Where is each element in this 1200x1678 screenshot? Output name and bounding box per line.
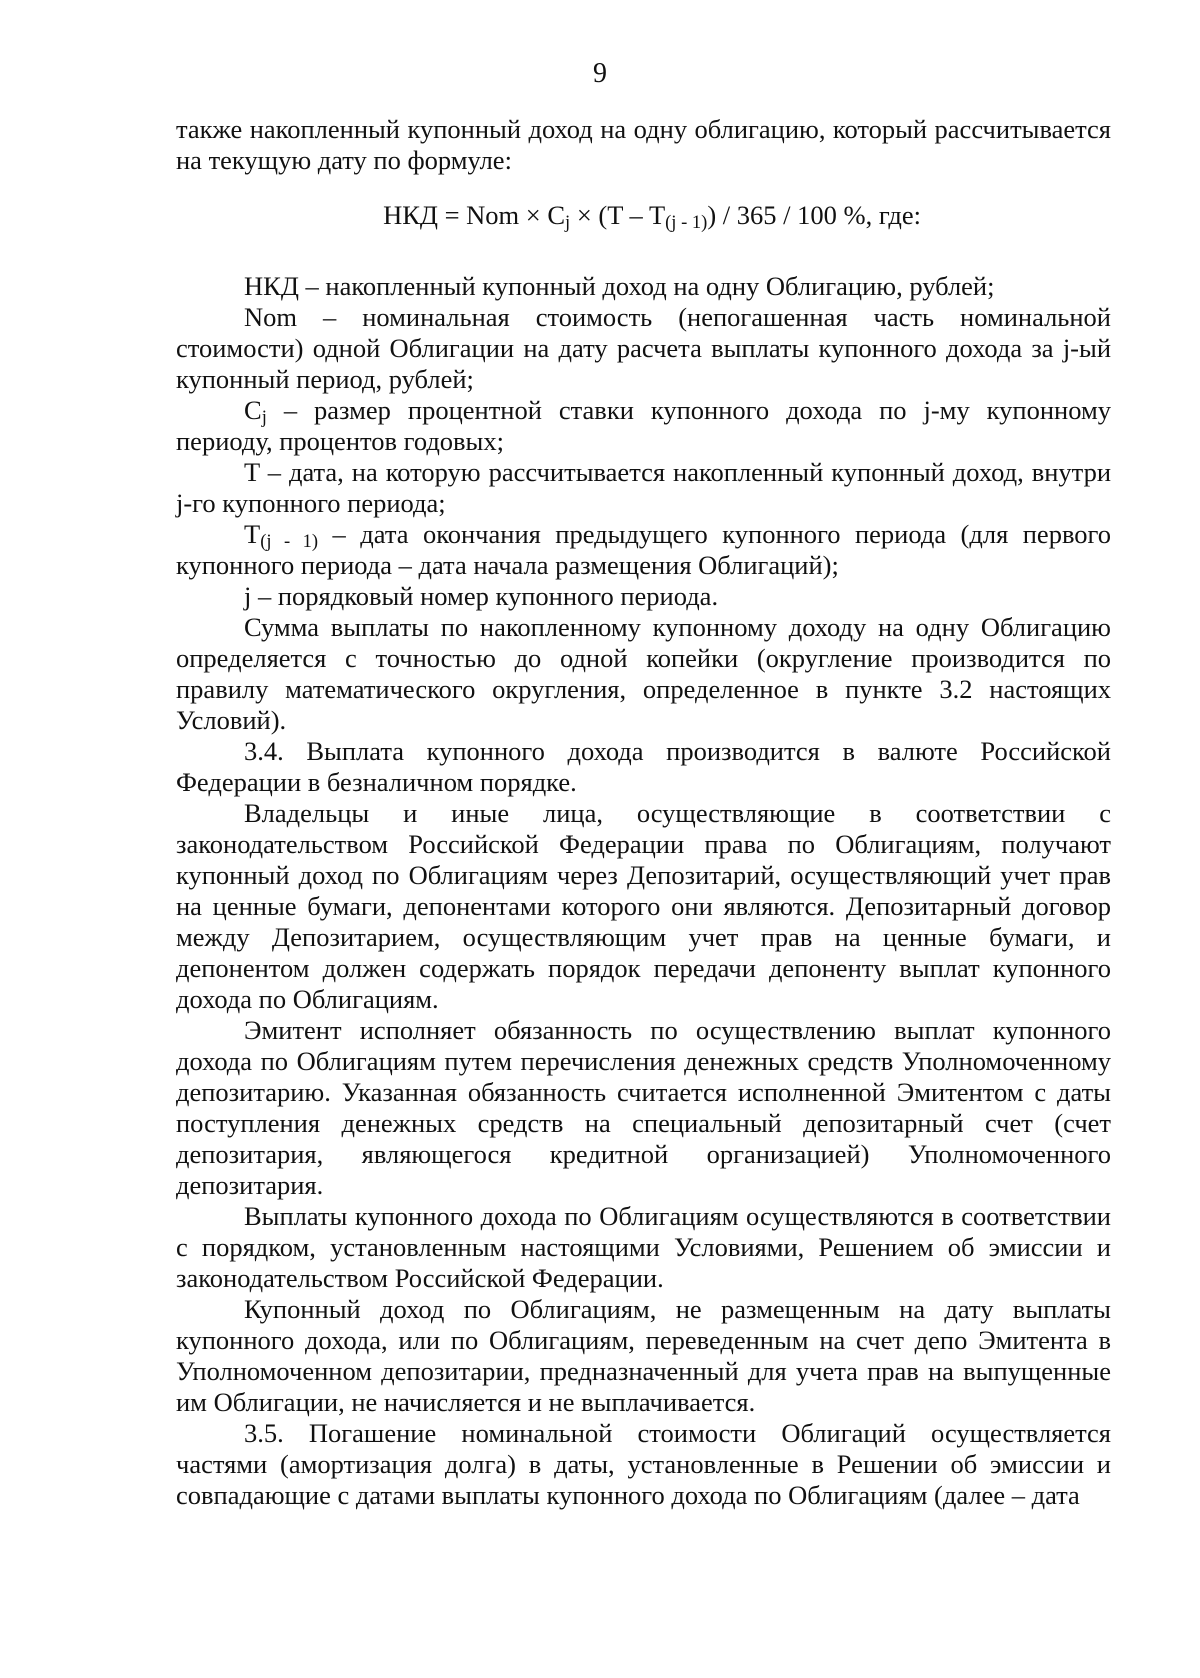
document-body xyxy=(176,114,1111,1511)
definition-t-prev xyxy=(176,519,1111,581)
paragraph-3-4: 3.4. Выплата купонного дохода производится в валюте Российской Федерации в безналичном порядке. xyxy=(176,736,1111,797)
page-number: 9 xyxy=(593,58,607,89)
definition-cj-symbol: C xyxy=(244,395,262,425)
definition-t-prev-text: – дата окончания предыдущего купонного периода (для первого купонного периода – дата начала размещения Облигаций); xyxy=(176,519,1111,580)
formula-sub-j: j xyxy=(565,212,571,233)
nkd-formula xyxy=(176,200,1111,231)
definition-t-prev-sub: (j - 1) xyxy=(260,531,319,552)
formula-rhs: ) / 365 / 100 %, где: xyxy=(707,200,921,230)
definition-t: T – дата, на которую рассчитывается накопленный купонный доход, внутри j-го купонного периода; xyxy=(176,457,1111,518)
paragraph-owners: Владельцы и иные лица, осуществляющие в соответствии с законодательством Российской Федерации права по Облигациям, получают купонный доход по Облигациям через Депозитарий, осуществляющий учет прав на ценные бумаги, депонентами которого они являются. Депозитарный договор между Депозитарием, осуществляющим учет прав на ценные бумаги, и депонентом должен содержать порядок передачи депоненту выплат купонного дохода по Облигациям. xyxy=(176,798,1111,1014)
formula-mid: × (T – T xyxy=(570,200,666,230)
definition-j: j – порядковый номер купонного периода. xyxy=(244,581,719,611)
paragraph-3-5: 3.5. Погашение номинальной стоимости Облигаций осуществляется частями (амортизация долга) в даты, установленные в Решении об эмиссии и совпадающие с датами выплаты купонного дохода по Облигациям (далее – дата xyxy=(176,1418,1111,1510)
paragraph-issuer: Эмитент исполняет обязанность по осуществлению выплат купонного дохода по Облигациям путем перечисления денежных средств Уполномоченному депозитарию. Указанная обязанность считается исполненной Эмитентом с даты поступления денежных средств на специальный депозитарный счет (счет депозитария, являющегося кредитной организацией) Уполномоченного депозитария. xyxy=(176,1015,1111,1200)
paragraph-payments: Выплаты купонного дохода по Облигациям осуществляются в соответствии с порядком, установленным настоящими Условиями, Решением об эмиссии и законодательством Российской Федерации. xyxy=(176,1201,1111,1293)
intro-paragraph: также накопленный купонный доход на одну облигацию, который рассчитывается на текущую дату по формуле: xyxy=(176,114,1111,175)
definition-nom: Nom – номинальная стоимость (непогашенная часть номинальной стоимости) одной Облигации на дату расчета выплаты купонного дохода за j-ый купонный период, рублей; xyxy=(176,302,1111,394)
definition-cj-sub: j xyxy=(261,407,267,428)
paragraph-not-accrued: Купонный доход по Облигациям, не размещенным на дату выплаты купонного дохода, или по Облигациям, переведенным на счет депо Эмитента в Уполномоченном депозитарии, предназначенный для учета прав на выпущенные им Облигации, не начисляется и не выплачивается. xyxy=(176,1294,1111,1417)
definition-cj-text: – размер процентной ставки купонного дохода по j-му купонному периоду, процентов годовых; xyxy=(176,395,1111,456)
formula-sub-j-1: (j - 1) xyxy=(665,212,708,233)
definition-nkd: НКД – накопленный купонный доход на одну Облигацию, рублей; xyxy=(244,271,995,301)
definition-cj xyxy=(176,395,1111,457)
paragraph-rounding: Сумма выплаты по накопленному купонному доходу на одну Облигацию определяется с точностью до одной копейки (округление производится по правилу математического округления, определенное в пункте 3.2 настоящих Условий). xyxy=(176,612,1111,735)
definition-t-prev-symbol: T xyxy=(244,519,261,549)
formula-lhs: НКД = Nom × C xyxy=(383,200,566,230)
